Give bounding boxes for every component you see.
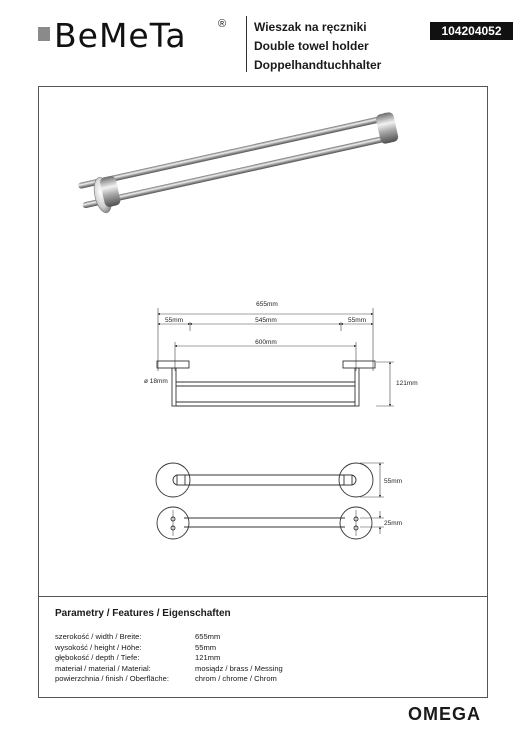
product-names	[254, 18, 381, 75]
dim-diameter: ø 18mm	[144, 378, 168, 385]
header	[0, 0, 530, 80]
param-value: 55mm	[195, 642, 217, 652]
param-label: materiał / material / Material:	[55, 663, 151, 673]
param-row	[55, 653, 283, 664]
logo-square-icon	[38, 27, 50, 41]
param-value: chrom / chrome / Chrom	[195, 674, 277, 684]
dim-height: 55mm	[384, 478, 403, 485]
dim-bar-length: 600mm	[255, 339, 277, 346]
param-value: mosiądz / brass / Messing	[195, 663, 283, 673]
param-label: głębokość / depth / Tiefe:	[55, 653, 140, 663]
dim-right-offset: 55mm	[347, 317, 367, 324]
technical-drawing	[38, 86, 488, 596]
params-table	[55, 632, 283, 685]
product-code: 104204052	[430, 22, 513, 40]
param-label: szerokość / width / Breite:	[55, 632, 142, 641]
product-name-en: Double towel holder	[254, 39, 369, 53]
registered-mark: ®	[218, 18, 227, 30]
header-divider	[246, 16, 247, 72]
product-name-de: Doppelhandtuchhalter	[254, 58, 382, 72]
param-row	[55, 643, 283, 654]
param-row	[55, 664, 283, 675]
product-photo	[77, 111, 400, 217]
dim-middle: 545mm	[255, 317, 277, 324]
param-value: 655mm	[195, 632, 221, 641]
brand-name: BeMeTa	[54, 16, 187, 55]
param-row	[55, 632, 283, 643]
top-view-dims	[360, 463, 384, 497]
param-label: wysokość / height / Höhe:	[55, 642, 142, 652]
section-divider	[38, 596, 488, 597]
param-label: powierzchnia / finish / Oberfläche:	[55, 674, 169, 684]
product-name-pl: Wieszak na ręczniki	[254, 20, 367, 34]
param-row	[55, 674, 283, 685]
param-value: 121mm	[195, 653, 221, 663]
bottom-view	[157, 507, 372, 539]
dim-total: 655mm	[256, 301, 278, 308]
dim-left-offset: 55mm	[164, 317, 184, 324]
top-view	[156, 463, 373, 497]
dim-rail-spacing: 25mm	[384, 520, 403, 527]
series-name: OMEGA	[408, 704, 482, 724]
dim-depth: 121mm	[396, 380, 418, 387]
params-title: Parametry / Features / Eigenschaften	[55, 608, 231, 619]
front-view-outline	[157, 361, 375, 406]
